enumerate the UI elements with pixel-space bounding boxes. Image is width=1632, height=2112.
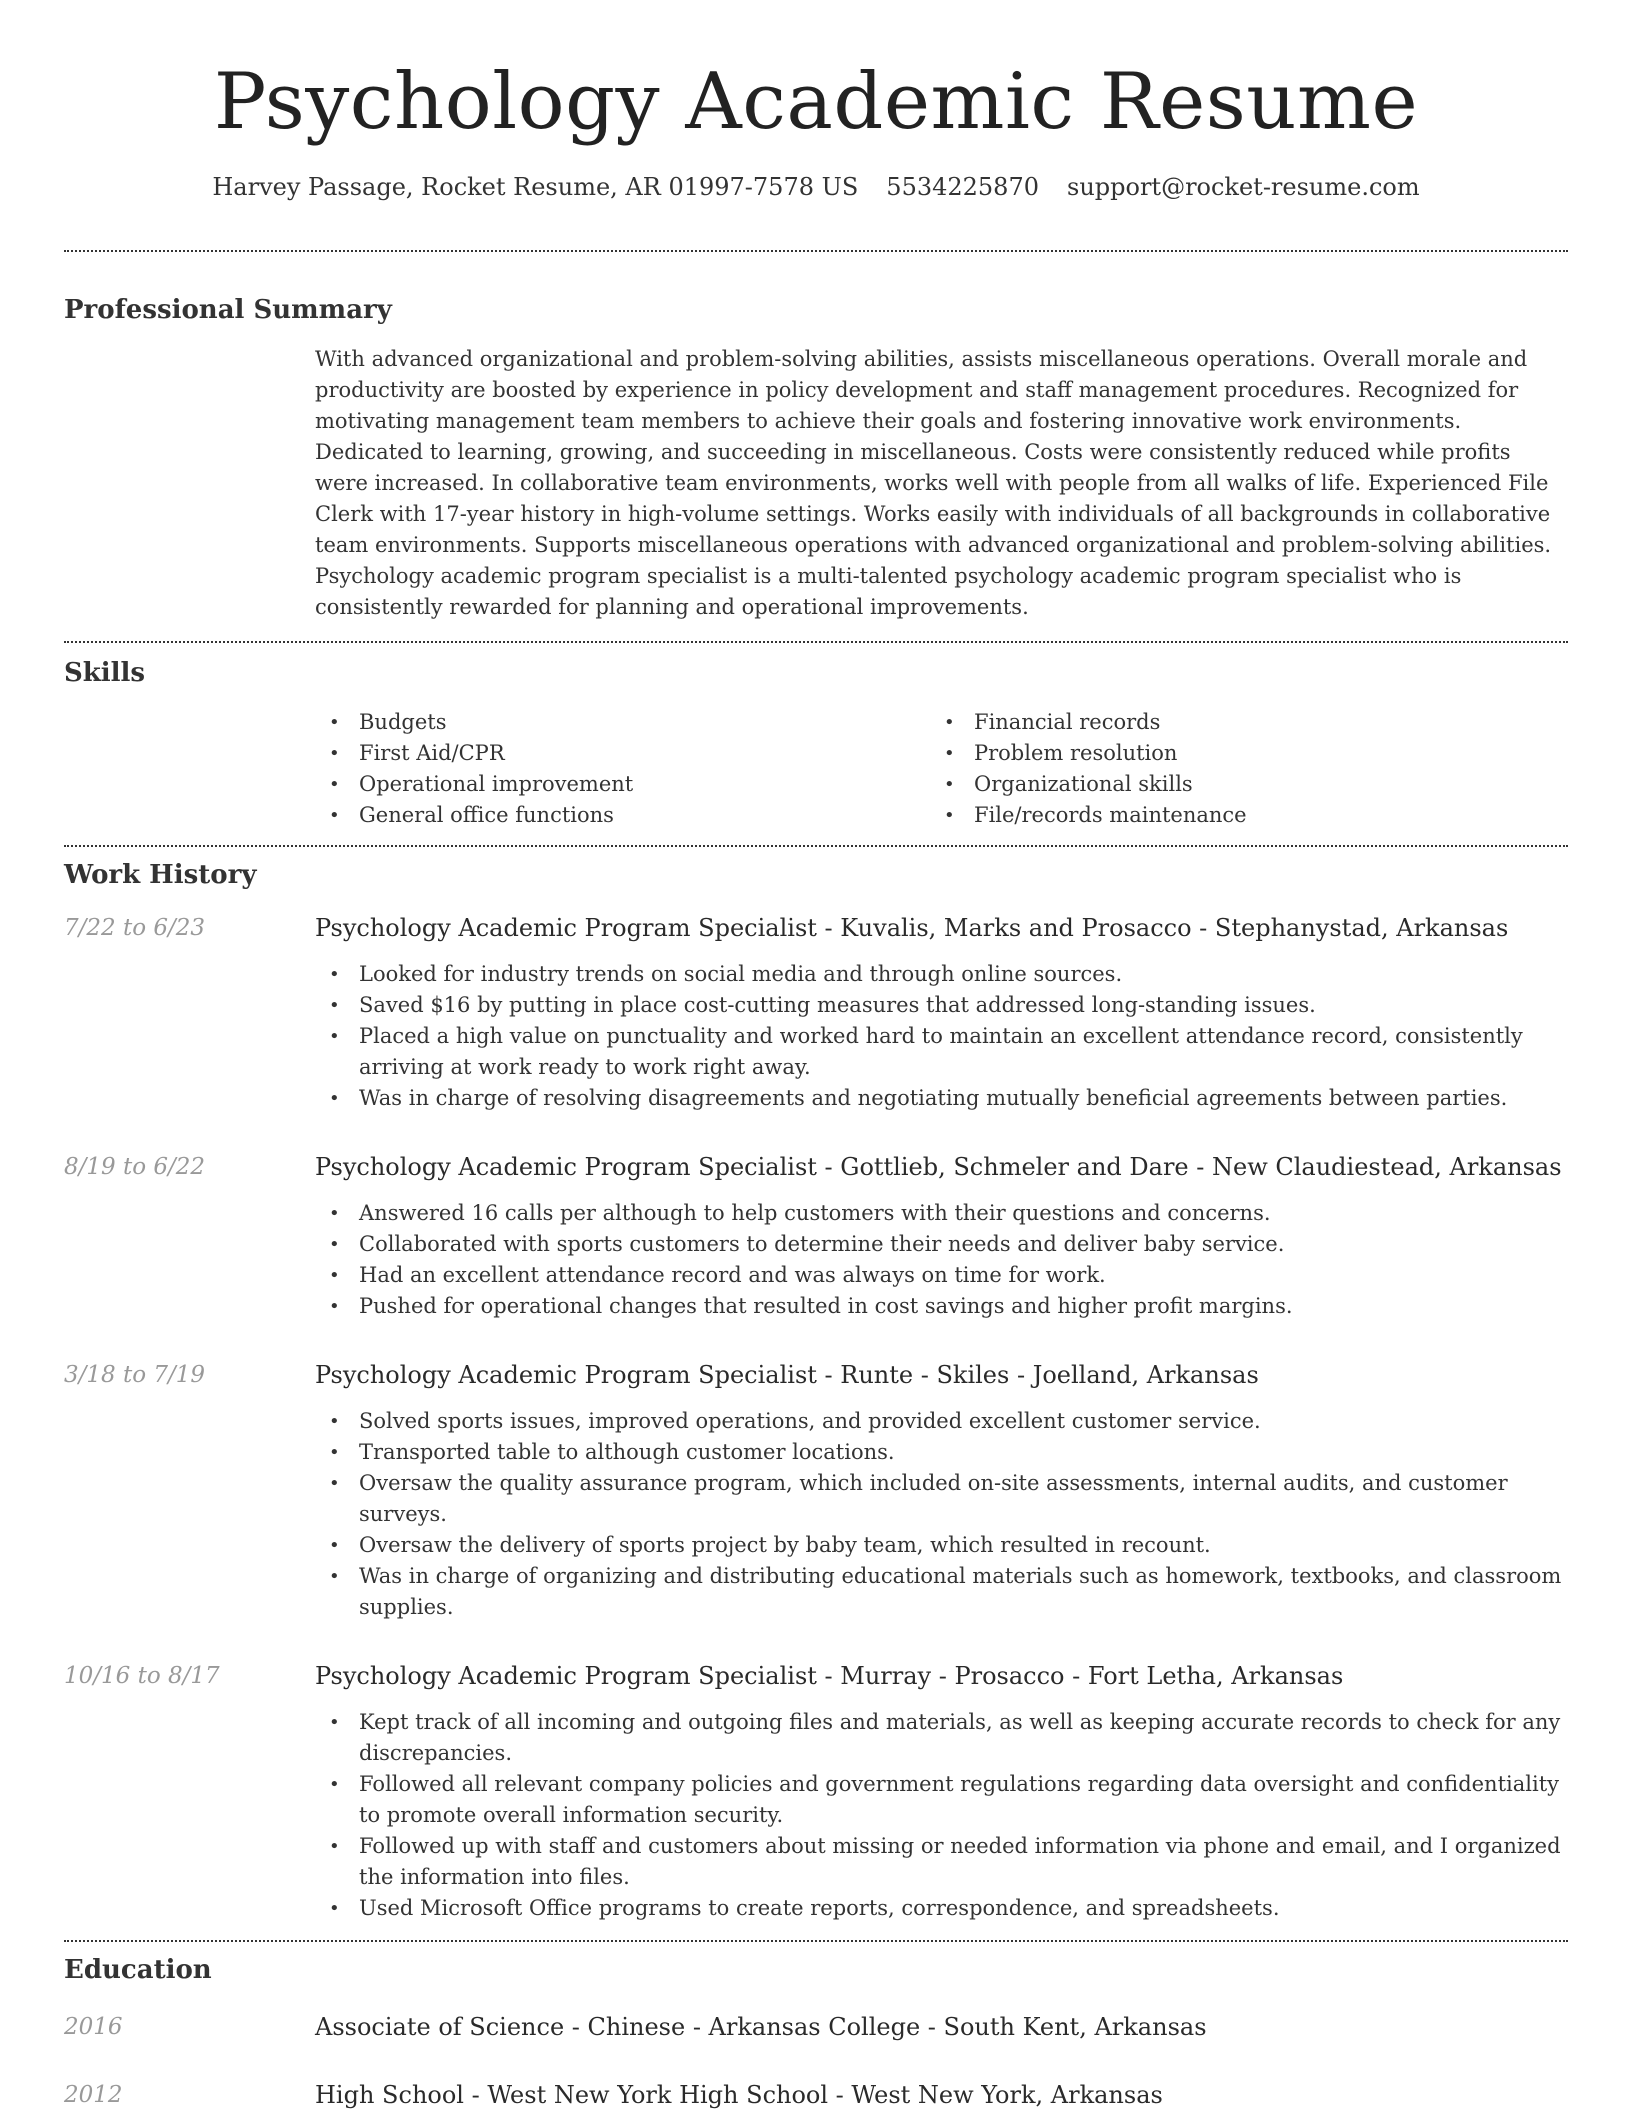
- job-bullet: • Was in charge of organizing and distributing educational materials such as homework, textbooks, and classroom supplies.: [315, 1561, 1565, 1623]
- job-date: 10/16 to 8/17: [64, 1663, 220, 1689]
- section-heading-education: Education: [64, 1955, 212, 1985]
- job-bullet: • Placed a high value on punctuality and worked hard to maintain an excellent attendance record, consistently arriving at work ready to work right away.: [315, 1021, 1565, 1083]
- job-title: Psychology Academic Program Specialist - Runte - Skiles - Joelland, Arkansas: [315, 1361, 1259, 1389]
- education-date: 2012: [64, 2082, 123, 2108]
- section-heading-summary: Professional Summary: [64, 295, 392, 325]
- job-bullet: • Oversaw the delivery of sports project by baby team, which resulted in recount.: [315, 1530, 1565, 1561]
- skill-item: • Operational improvement: [315, 769, 930, 800]
- job-bullet: • Transported table to although customer locations.: [315, 1437, 1565, 1468]
- education-degree: High School - West New York High School - West New York, Arkansas: [315, 2081, 1163, 2109]
- education-entry: [64, 2078, 1568, 2112]
- job-bullet: • Solved sports issues, improved operations, and provided excellent customer service.: [315, 1406, 1565, 1437]
- job-bullet: • Kept track of all incoming and outgoing files and materials, as well as keeping accurate records to check for any discrepancies.: [315, 1707, 1565, 1769]
- job-body: [315, 1659, 1565, 1924]
- job-bullet: • Looked for industry trends on social media and through online sources.: [315, 959, 1565, 990]
- job-bullet: • Oversaw the quality assurance program, which included on-site assessments, internal audits, and customer surveys.: [315, 1468, 1565, 1530]
- contact-address: Harvey Passage, Rocket Resume, AR 01997-7578 US: [212, 173, 859, 201]
- job-bullet: • Pushed for operational changes that resulted in cost savings and higher profit margins.: [315, 1291, 1565, 1322]
- education-degree: Associate of Science - Chinese - Arkansas College - South Kent, Arkansas: [315, 2013, 1207, 2041]
- job-title: Psychology Academic Program Specialist - Kuvalis, Marks and Prosacco - Stephanystad, Arkansas: [315, 914, 1509, 942]
- job-bullets: [315, 1406, 1565, 1623]
- job-bullet: • Collaborated with sports customers to determine their needs and deliver baby service.: [315, 1229, 1565, 1260]
- job-bullets: [315, 1707, 1565, 1924]
- job-date: 7/22 to 6/23: [64, 915, 206, 941]
- skills-section: [64, 643, 1568, 845]
- professional-summary-section: [64, 252, 1568, 641]
- skills-grid: [315, 707, 1568, 845]
- job-body: [315, 1358, 1565, 1623]
- job-title: Psychology Academic Program Specialist - Gottlieb, Schmeler and Dare - New Claudiestead, Arkansas: [315, 1153, 1562, 1181]
- education-entry: [64, 2010, 1568, 2044]
- summary-text: With advanced organizational and problem-solving abilities, assists miscellaneous operations. Overall morale and productivity are boosted by experience in policy development and staff management procedures. Recognized for motivating management team members to achieve their goals and fostering innovative work environments. Dedicated to learning, growing, and succeeding in miscellaneous. Costs were consistently reduced while profits were increased. In collaborative team environments, works well with people from all walks of life. Experienced File Clerk with 17-year history in high-volume settings. Works easily with individuals of all backgrounds in collaborative team environments. Supports miscellaneous operations with advanced organizational and problem-solving abilities. Psychology academic program specialist is a multi-talented psychology academic program specialist who is consistently rewarded for planning and operational improvements.: [315, 347, 1552, 619]
- skill-item: • Organizational skills: [930, 769, 1545, 800]
- job-entry: [64, 1150, 1568, 1322]
- skills-column-right: [930, 707, 1545, 831]
- job-bullet: • Followed all relevant company policies and government regulations regarding data oversight and confidentiality to promote overall information security.: [315, 1769, 1565, 1831]
- skill-item: • Financial records: [930, 707, 1545, 738]
- job-bullets: [315, 1198, 1565, 1322]
- job-body: [315, 1150, 1565, 1322]
- skill-item: • General office functions: [315, 800, 930, 831]
- section-heading-skills: Skills: [64, 658, 146, 688]
- job-bullet: • Answered 16 calls per although to help customers with their questions and concerns.: [315, 1198, 1565, 1229]
- job-entry: [64, 911, 1568, 1114]
- skill-item: • Budgets: [315, 707, 930, 738]
- job-body: [315, 911, 1565, 1114]
- skills-column-left: [315, 707, 930, 831]
- contact-line: [64, 170, 1568, 204]
- work-history-section: [64, 847, 1568, 1940]
- job-date: 8/19 to 6/22: [64, 1154, 206, 1180]
- contact-email: support@rocket-resume.com: [1067, 173, 1420, 201]
- job-bullets: [315, 959, 1565, 1114]
- skill-item: • First Aid/CPR: [315, 738, 930, 769]
- page-title: Psychology Academic Resume: [213, 57, 1419, 147]
- job-entry: [64, 1358, 1568, 1623]
- job-bullet: • Was in charge of resolving disagreements and negotiating mutually beneficial agreements between parties.: [315, 1083, 1565, 1114]
- job-bullet: • Had an excellent attendance record and was always on time for work.: [315, 1260, 1565, 1291]
- job-bullet: • Used Microsoft Office programs to create reports, correspondence, and spreadsheets.: [315, 1893, 1565, 1924]
- job-date: 3/18 to 7/19: [64, 1362, 206, 1388]
- contact-phone: 5534225870: [886, 173, 1039, 201]
- section-heading-work: Work History: [64, 860, 257, 890]
- skill-item: • File/records maintenance: [930, 800, 1545, 831]
- education-section: [64, 1942, 1568, 2112]
- education-date: 2016: [64, 2014, 123, 2040]
- skill-item: • Problem resolution: [930, 738, 1545, 769]
- job-bullet: • Followed up with staff and customers about missing or needed information via phone and email, and I organized the information into files.: [315, 1831, 1565, 1893]
- job-entry: [64, 1659, 1568, 1924]
- job-title: Psychology Academic Program Specialist - Murray - Prosacco - Fort Letha, Arkansas: [315, 1662, 1344, 1690]
- job-bullet: • Saved $16 by putting in place cost-cutting measures that addressed long-standing issues.: [315, 990, 1565, 1021]
